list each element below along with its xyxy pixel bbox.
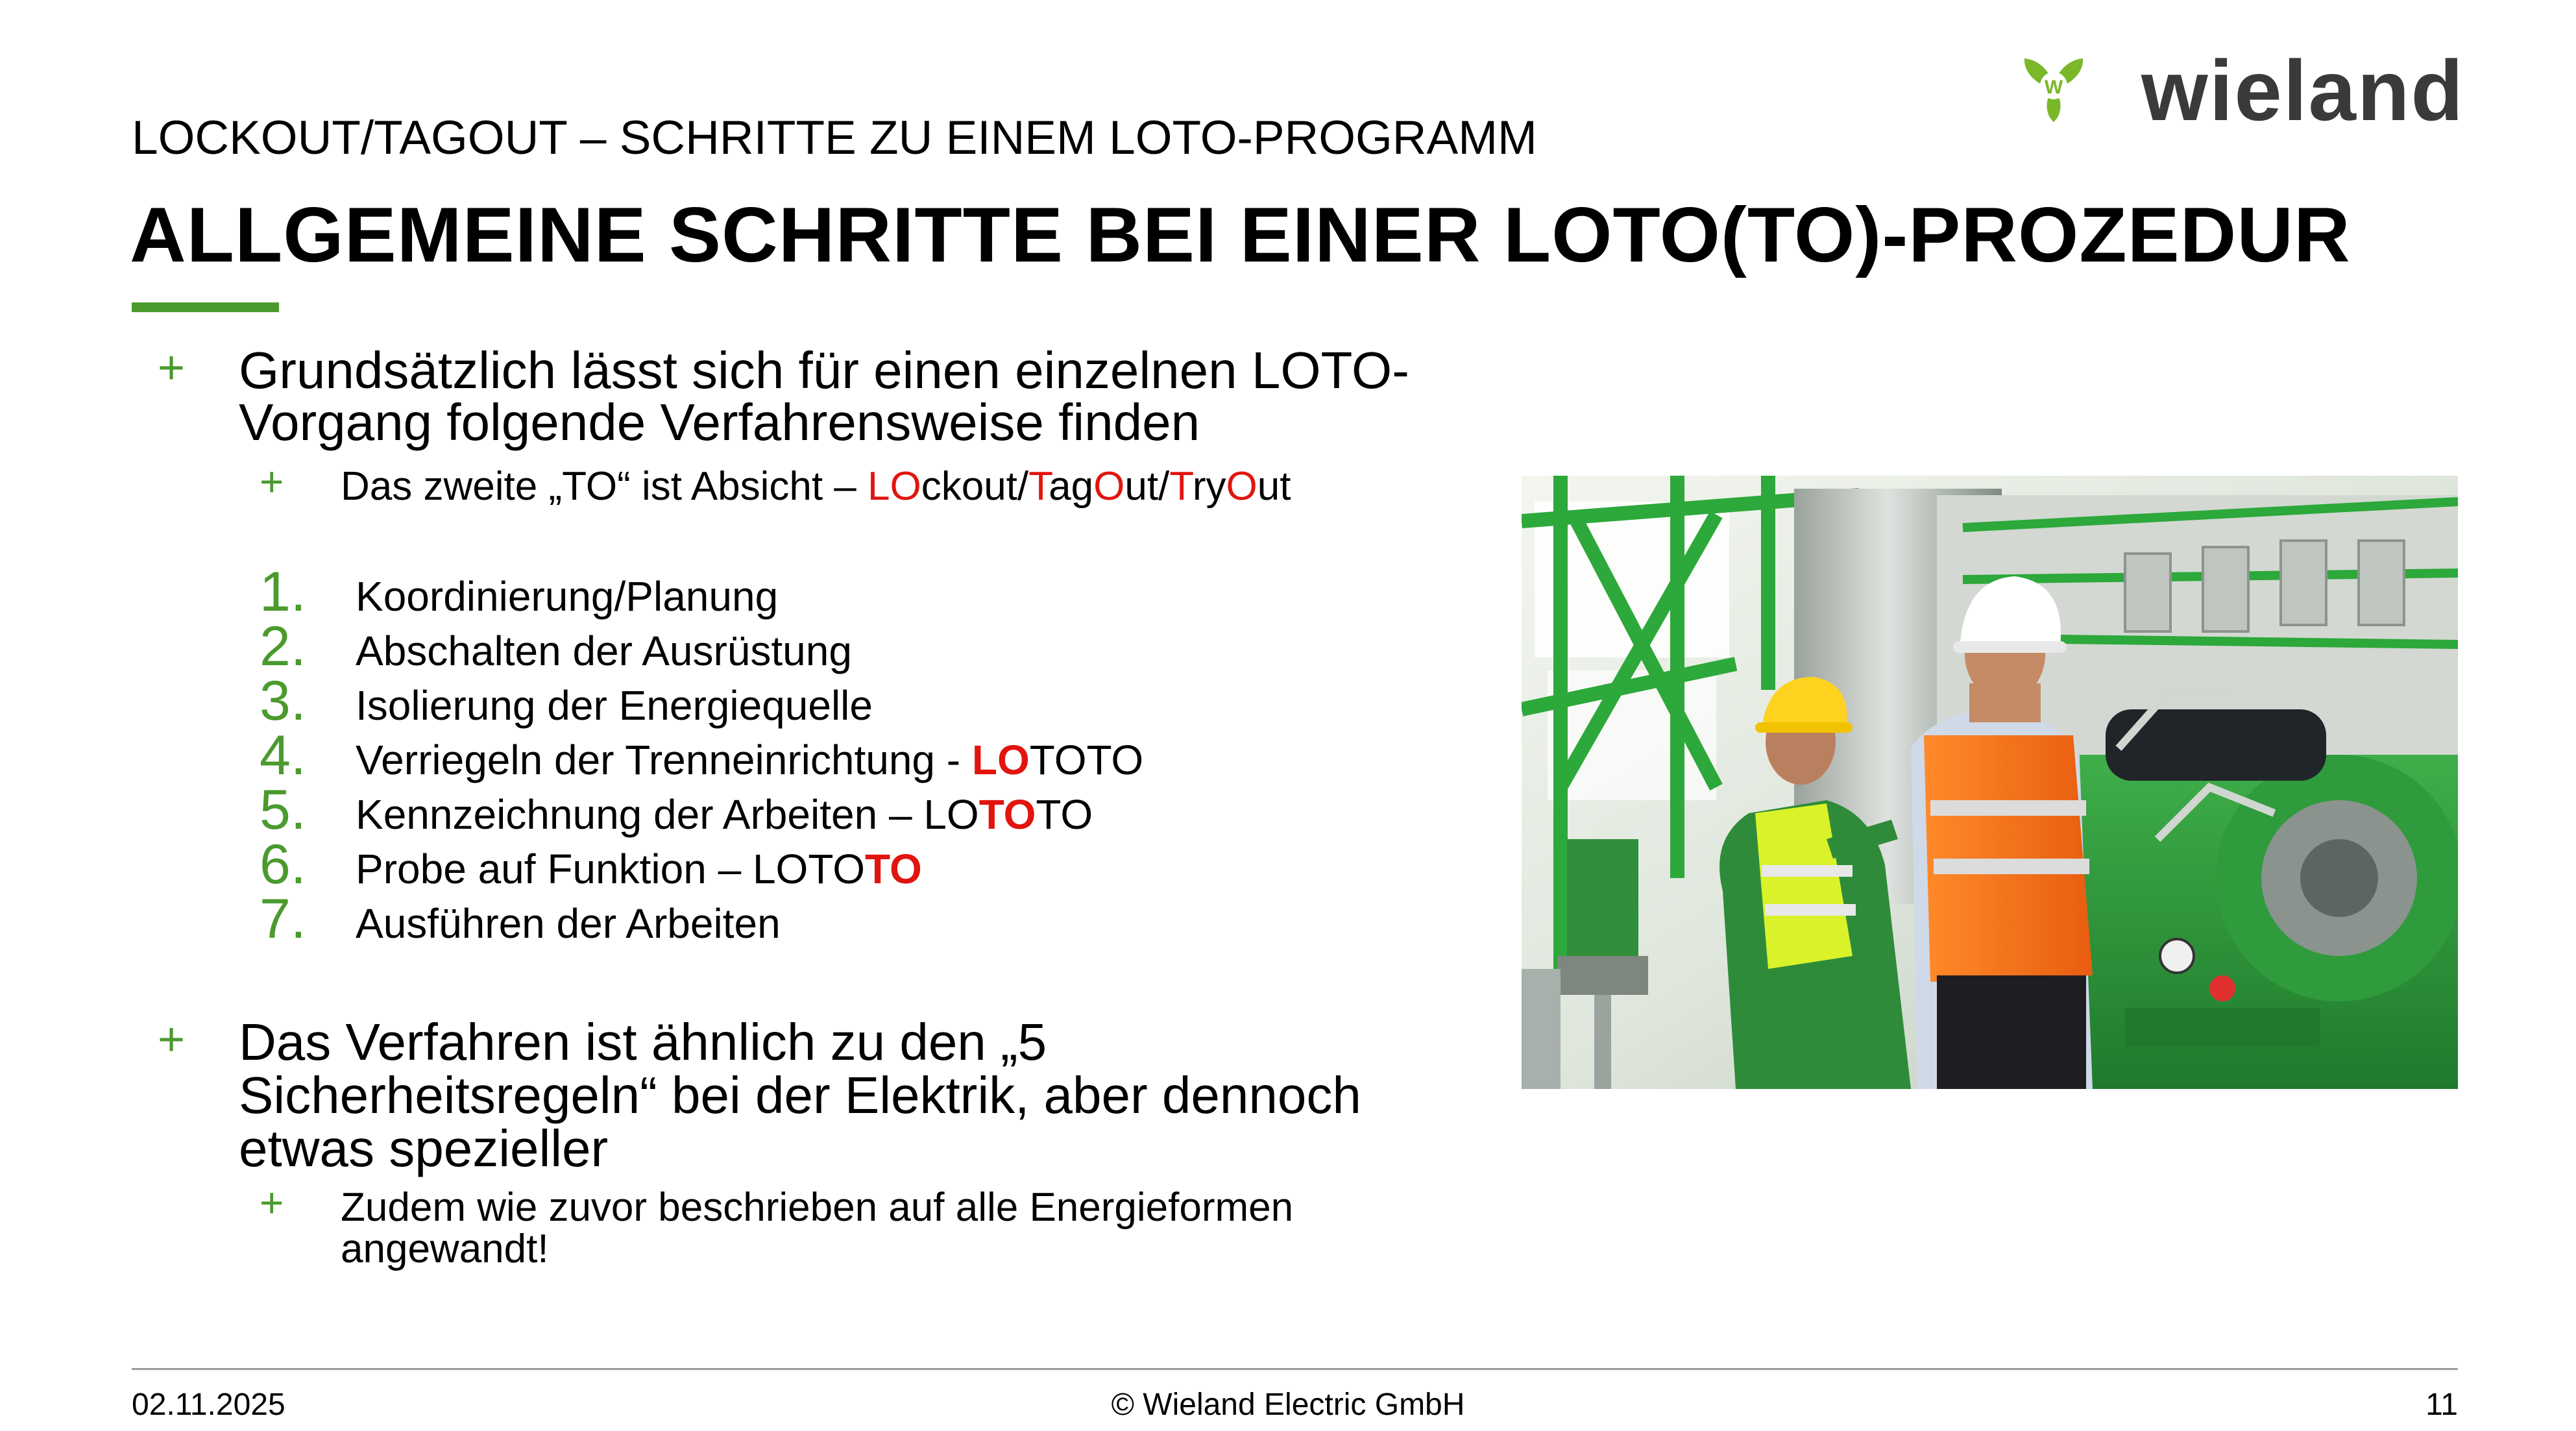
step-text-rest: TOTO (1029, 737, 1144, 783)
tryout-highlight-o: O (1226, 464, 1258, 509)
step-text: Isolierung der Energiequelle (356, 682, 873, 729)
sub-bullet-1-prefix: Das zweite „TO“ ist Absicht – (341, 464, 868, 509)
lockout-highlight-lo: LO (868, 464, 921, 509)
step-highlight: LO (971, 737, 1030, 783)
tryout-highlight-t: T (1169, 464, 1193, 509)
step-text: Koordinierung/Planung (356, 573, 779, 620)
industrial-workers-photo (1522, 476, 2458, 1089)
sub-bullet-2-line-2: angewandt! (341, 1227, 549, 1271)
main-bullet-2 (158, 1013, 1047, 1071)
step-highlight: TO (978, 791, 1036, 838)
main-bullet-1 (158, 341, 1409, 399)
sub-bullet-2-continuation (341, 1227, 549, 1272)
lockout-rest: ckout/ (921, 464, 1029, 509)
footer-divider (132, 1368, 2458, 1370)
tagout-highlight-o: O (1093, 464, 1125, 509)
bullet-plus-icon: + (158, 342, 186, 394)
sub-bullet-2-line-1: Zudem wie zuvor beschrieben auf alle Energieformen (341, 1185, 1294, 1230)
logo-wordmark: wieland (2141, 43, 2465, 138)
tagout-rest: ut/ (1124, 464, 1170, 509)
logo-mark-letter: W (2044, 77, 2063, 98)
bullet-plus-icon: + (260, 458, 284, 505)
main-bullet-2-continuation (239, 1068, 1361, 1123)
bullet-plus-icon: + (260, 1179, 284, 1226)
wieland-logo (2018, 43, 2465, 138)
slide-subtitle: LOCKOUT/TAGOUT – SCHRITTE ZU EINEM LOTO-PROGRAMM (132, 112, 1537, 164)
main-bullet-2-continuation (239, 1121, 608, 1176)
page-number: 11 (2425, 1388, 2458, 1422)
bullet-plus-icon: + (158, 1014, 186, 1066)
step-text: Abschalten der Ausrüstung (356, 628, 852, 674)
wieland-leaf-logo-icon (2018, 53, 2089, 125)
main-bullet-2-line-1: Das Verfahren ist ähnlich zu den „5 (239, 1013, 1047, 1071)
step-text (356, 737, 1143, 783)
step-text-main: Probe auf Funktion – LOTO (356, 846, 866, 892)
slide-title: ALLGEMEINE SCHRITTE BEI EINER LOTO(TO)-PROZEDUR (130, 191, 2351, 278)
tagout-mid: ag (1049, 464, 1094, 509)
step-text-rest: TO (1036, 791, 1093, 838)
title-accent-line (132, 302, 279, 312)
step-number: 7. (260, 888, 306, 950)
step-text (356, 792, 1093, 837)
step-number: 5. (260, 779, 306, 841)
footer-date: 02.11.2025 (132, 1388, 286, 1422)
step-number: 4. (260, 724, 306, 787)
step-text (356, 846, 922, 892)
footer-copyright: © Wieland Electric GmbH (1111, 1388, 1465, 1422)
sub-bullet-1 (260, 458, 1291, 509)
step-number: 2. (260, 615, 306, 678)
main-bullet-1-line-2: Vorgang folgende Verfahrensweise finden (239, 393, 1200, 451)
step-text: Ausführen der Arbeiten (356, 900, 781, 947)
step-number: 1. (260, 561, 306, 623)
main-bullet-1-line-1: Grundsätzlich lässt sich für einen einzelnen LOTO- (239, 341, 1409, 399)
step-number: 6. (260, 833, 306, 896)
main-bullet-2-line-3: etwas spezieller (239, 1119, 609, 1177)
step-text-main: Kennzeichnung der Arbeiten – LO (356, 791, 979, 838)
sub-bullet-2 (260, 1179, 1294, 1230)
main-bullet-2-line-2: Sicherheitsregeln“ bei der Elektrik, aber dennoch (239, 1066, 1361, 1124)
tagout-highlight-t: T (1028, 464, 1049, 509)
tryout-rest: ut (1257, 464, 1291, 509)
photo-illustration (1522, 476, 2458, 1089)
tryout-mid: ry (1192, 464, 1226, 509)
step-number: 3. (260, 670, 306, 732)
main-bullet-1-continuation (239, 395, 1200, 450)
step-highlight: TO (865, 846, 922, 892)
step-text-main: Verriegeln der Trenneinrichtung - (356, 737, 972, 783)
